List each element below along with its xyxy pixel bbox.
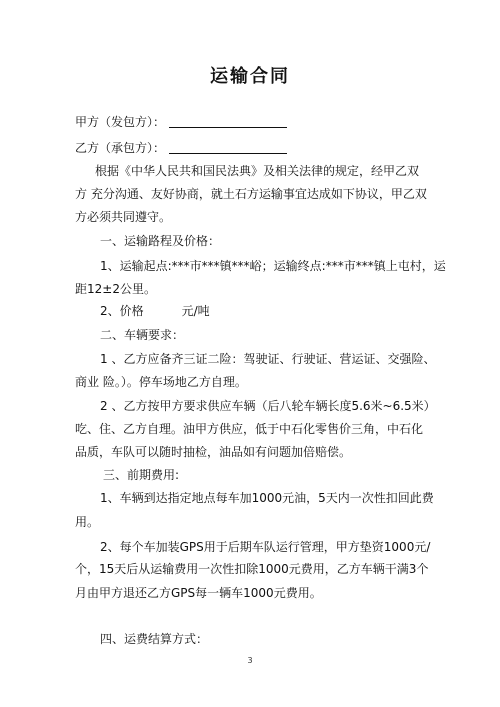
- intro-line-1: 根据《中华人民共和国民法典》及相关法律的规定，经甲乙双: [95, 164, 420, 178]
- section3-item1-line1: 1、车辆到达指定地点每车加1000元油，5天内一次性扣回此费: [100, 491, 434, 505]
- section2-item2-line2: 吃、住、乙方自理。油甲方供应，低于中石化零售价三角，中石化: [75, 422, 424, 436]
- section1-item1-line1: 1、运输起点:***市***镇***峪；运输终点:***市***镇上屯村，运: [100, 259, 446, 273]
- party-a-line: [75, 114, 287, 130]
- section1-item2: [100, 303, 210, 319]
- section4-heading: 四、运费结算方式：: [100, 632, 209, 646]
- page-number: 3: [247, 656, 253, 665]
- price-unit: 元/吨: [181, 304, 210, 318]
- document-title: 运输合同: [210, 66, 290, 87]
- section3-item2-line2: 个，15天后从运输费用一次性扣除1000元费用，乙方车辆干满3个: [75, 562, 429, 576]
- intro-line-3: 方必须共同遵守。: [75, 210, 172, 224]
- section2-item2-line3: 品质，车队可以随时抽检，油品如有问题加倍赔偿。: [75, 445, 352, 459]
- section3-item2-line3: 月由甲方退还乙方GPS每一辆车1000元费用。: [75, 586, 322, 600]
- party-b-blank: [169, 153, 287, 154]
- price-label: 2、价格: [100, 304, 144, 318]
- section1-item1-line2: 距12±2公里。: [75, 282, 156, 296]
- party-a-label: 甲方（发包方）：: [75, 115, 166, 129]
- section2-heading: 二、车辆要求：: [100, 328, 185, 342]
- section3-item2-line1: 2、每个车加装GPS用于后期车队运行管理，甲方垫资1000元/: [100, 540, 431, 554]
- section2-item1-line1: 1 、乙方应备齐三证二险：驾驶证、行驶证、营运证、交强险、: [100, 352, 436, 366]
- section3-item1-line2: 用。: [75, 515, 100, 529]
- section3-heading: 三、前期费用:: [103, 468, 180, 482]
- party-b-label: 乙方（承包方）：: [75, 141, 166, 155]
- intro-line-2: 方 充分沟通、友好协商，就土石方运输事宜达成如下协议，甲乙双: [75, 187, 427, 201]
- section1-heading: 一、运输路程及价格：: [100, 234, 221, 248]
- party-b-line: [75, 140, 287, 156]
- party-a-blank: [169, 127, 287, 128]
- section2-item1-line2: 商业 险。）。停车场地乙方自理。: [75, 375, 247, 389]
- section2-item2-line1: 2 、乙方按甲方要求供应车辆（后八轮车辆长度5.6米~6.5米）: [100, 399, 436, 413]
